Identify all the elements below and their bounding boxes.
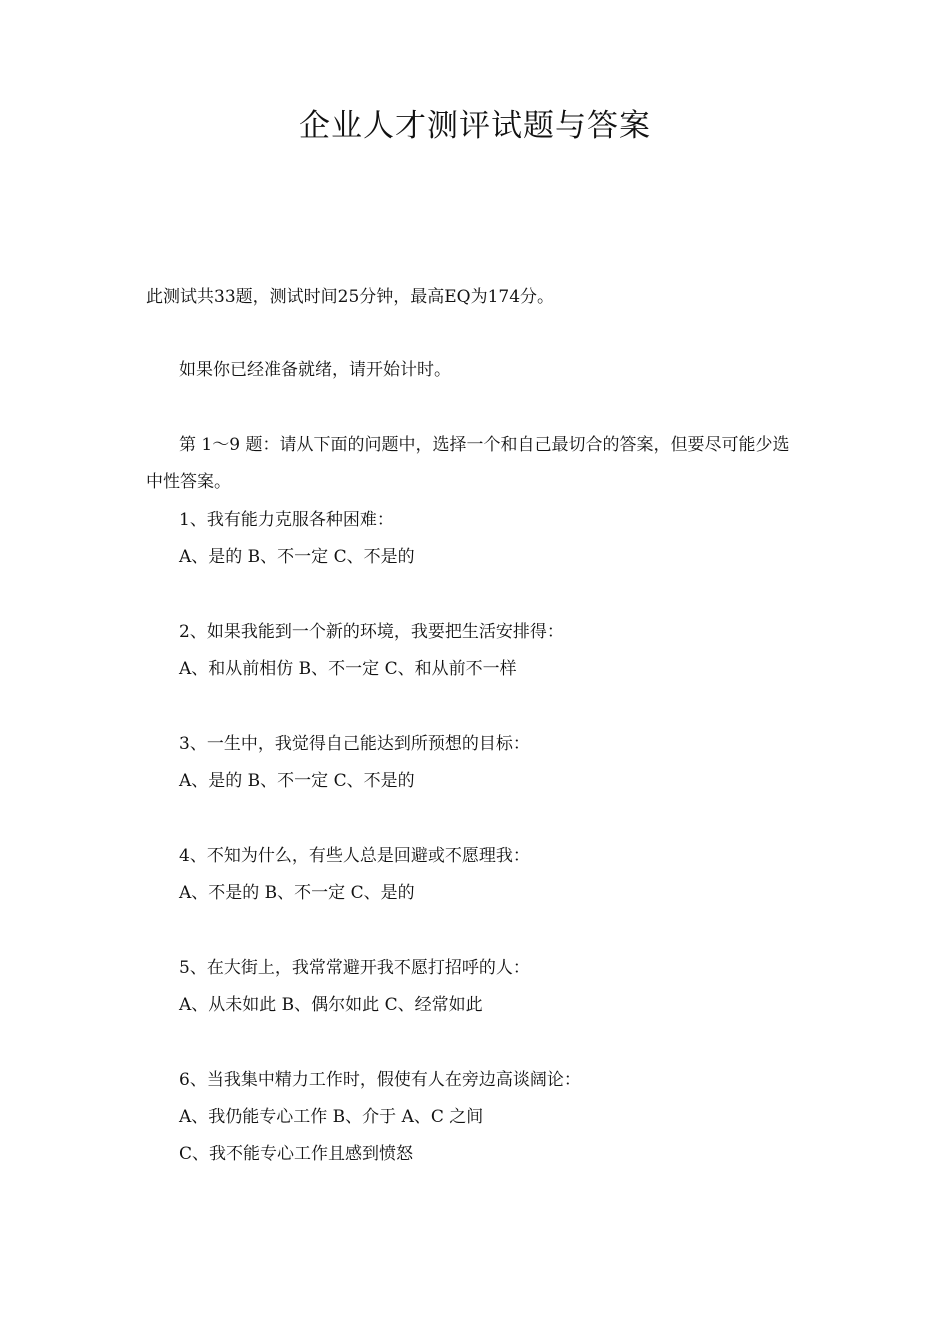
question-4: 4、不知为什么，有些人总是回避或不愿理我： (179, 846, 530, 866)
question-5: 5、在大街上，我常常避开我不愿打招呼的人： (179, 958, 530, 978)
ready-text: 如果你已经准备就绪，请开始计时。 (179, 360, 451, 380)
instructions-text: 第 1～9 题：请从下面的问题中，选择一个和自己最切合的答案，但要尽可能少选 (179, 435, 790, 455)
question-1-options: A、是的 B、不一定 C、不是的 (179, 547, 415, 567)
document-title: 企业人才测评试题与答案 (299, 108, 651, 144)
instructions-text-continued: 中性答案。 (146, 472, 231, 492)
question-1: 1、我有能力克服各种困难： (179, 510, 394, 530)
question-3-options: A、是的 B、不一定 C、不是的 (179, 771, 415, 791)
question-2-options: A、和从前相仿 B、不一定 C、和从前不一样 (179, 659, 517, 679)
question-2: 2、如果我能到一个新的环境，我要把生活安排得： (179, 622, 564, 642)
question-5-options: A、从未如此 B、偶尔如此 C、经常如此 (179, 995, 483, 1015)
question-6-options-continued: C、我不能专心工作且感到愤怒 (179, 1144, 414, 1164)
question-3: 3、一生中，我觉得自己能达到所预想的目标： (179, 734, 530, 754)
question-6: 6、当我集中精力工作时，假使有人在旁边高谈阔论： (179, 1070, 581, 1090)
intro-text: 此测试共33题，测试时间25分钟，最高EQ为174分。 (146, 287, 555, 307)
question-4-options: A、不是的 B、不一定 C、是的 (179, 883, 415, 903)
question-6-options: A、我仍能专心工作 B、介于 A、C 之间 (179, 1107, 484, 1127)
